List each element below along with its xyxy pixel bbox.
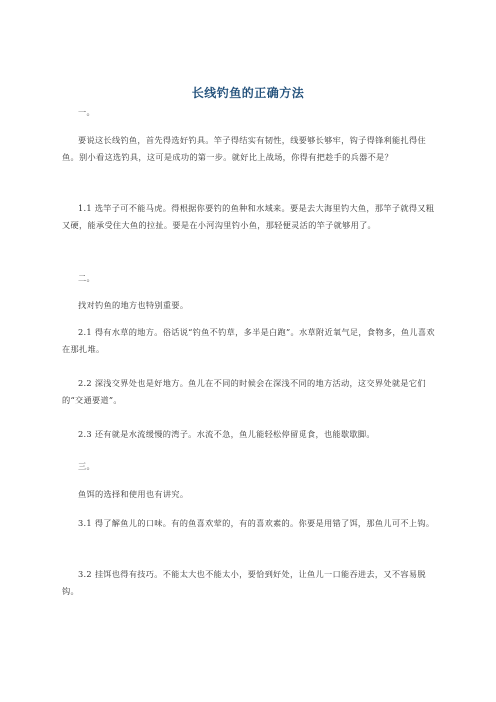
section-heading-1: 一。: [78, 107, 95, 117]
document-title: 长线钓鱼的正确方法: [191, 86, 305, 100]
section-heading-2: 二。: [78, 273, 95, 283]
section-intro-2: 找对钓鱼的地方也特别重要。: [78, 300, 189, 310]
section-heading-3: 三。: [78, 461, 95, 471]
section-point-2-2: 2.2 深浅交界处也是好地方。鱼儿在不同的时候会在深浅不同的地方活动，这交界处就是它们的“交通要道”。: [62, 378, 426, 405]
section-point-1-1: 1.1 选竿子可不能马虎。得根据你要钓的鱼种和水域来。要是去大海里钓大鱼，那竿子就得又粗又硬，能承受住大鱼的拉扯。要是在小河沟里钓小鱼，那轻便灵活的竿子就够用了。: [62, 203, 435, 230]
section-point-3-1: 3.1 得了解鱼儿的口味。有的鱼喜欢荤的，有的喜欢素的。你要是用错了饵，那鱼儿可不上钩。: [78, 518, 435, 528]
section-intro-1: 要说这长线钓鱼，首先得选好钓具。竿子得结实有韧性，线要够长够牢，钩子得锋利能扎得住鱼。别小看这选钓具，这可是成功的第一步。就好比上战场，你得有把趁手的兵器不是？: [62, 135, 426, 162]
section-point-2-1: 2.1 得有水草的地方。俗话说“钓鱼不钓草，多半是白跑”。水草附近氧气足，食物多，鱼儿喜欢在那扎堆。: [62, 327, 435, 354]
section-point-3-2: 3.2 挂饵也得有技巧。不能太大也不能太小，要恰到好处，让鱼儿一口能吞进去，又不容易脱钩。: [62, 569, 426, 596]
section-intro-3: 鱼饵的选择和使用也有讲究。: [78, 489, 189, 499]
section-point-2-3: 2.3 还有就是水流缓慢的湾子。水流不急，鱼儿能轻松停留觅食，也能歇歇脚。: [78, 429, 375, 439]
